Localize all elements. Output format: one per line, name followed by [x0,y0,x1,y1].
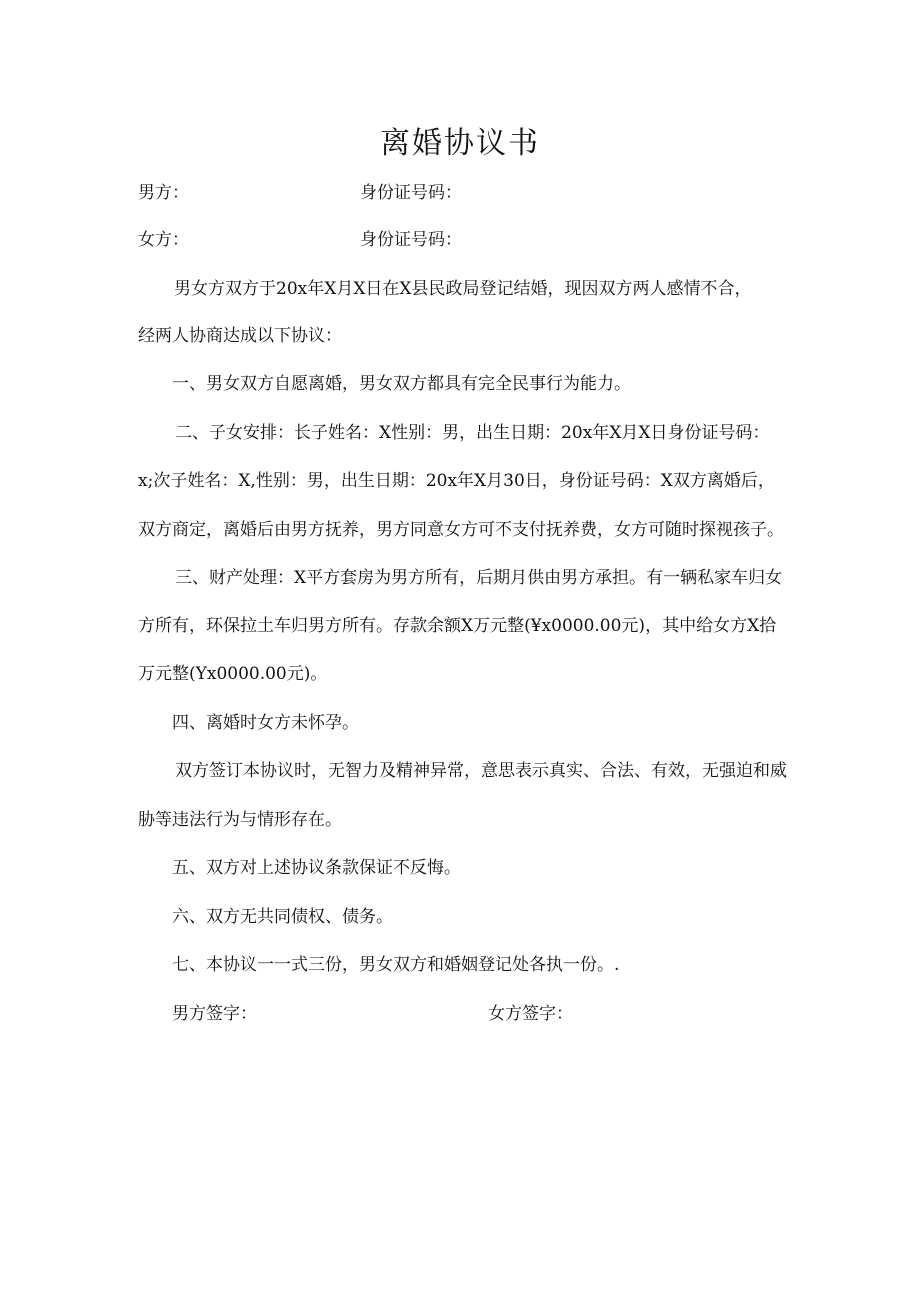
clause-4: 四、离婚时女方未怀孕。 [172,713,359,733]
clause-6: 六、双方无共同债权、债务。 [172,907,393,927]
statement-line: 胁等违法行为与情形存在。 [138,810,342,830]
clause-2-line: 二、子女安排：长子姓名：X性别：男，出生日期：20x年X月X日身份证号码： [175,423,770,443]
signature-row [172,1002,772,1026]
female-party-row [138,228,838,252]
clause-5: 五、双方对上述协议条款保证不反悔。 [172,858,461,878]
male-id-label: 身份证号码： [360,183,462,203]
female-id-label: 身份证号码： [360,230,462,250]
clause-3-line: 万元整(Yx0000.00元)。 [138,664,328,684]
female-label: 女方： [138,230,189,250]
female-signature-label: 女方签字： [488,1004,573,1024]
clause-2-line: 双方商定，离婚后由男方抚养，男方同意女方可不支付抚养费，女方可随时探视孩子。 [138,520,784,540]
clause-1: 一、男女双方自愿离婚，男女双方都具有完全民事行为能力。 [172,374,631,394]
clause-2-line: x;次子姓名：X,性别：男，出生日期：20x年X月30日，身份证号码：X双方离婚后， [138,471,775,491]
male-party-row [138,181,838,205]
statement-line: 双方签订本协议时，无智力及精神异常，意思表示真实、合法、有效，无强迫和威 [175,761,787,781]
paragraph-line: 经两人协商达成以下协议： [138,326,342,346]
paragraph-line: 男女方双方于20x年X月X日在X县民政局登记结婚，现因双方两人感情不合， [174,279,752,299]
male-label: 男方： [138,183,189,203]
male-signature-label: 男方签字： [172,1004,257,1024]
clause-3-line: 方所有，环保拉土车归男方所有。存款余额X万元整(¥x0000.00元)，其中给女方X拾 [138,616,777,636]
document-title: 离婚协议书 [380,126,540,161]
clause-3-line: 三、财产处理：X平方套房为男方所有，后期月供由男方承担。有一辆私家车归女 [175,568,783,588]
clause-7: 七、本协议一一式三份，男女双方和婚姻登记处各执一份。. [172,955,620,975]
